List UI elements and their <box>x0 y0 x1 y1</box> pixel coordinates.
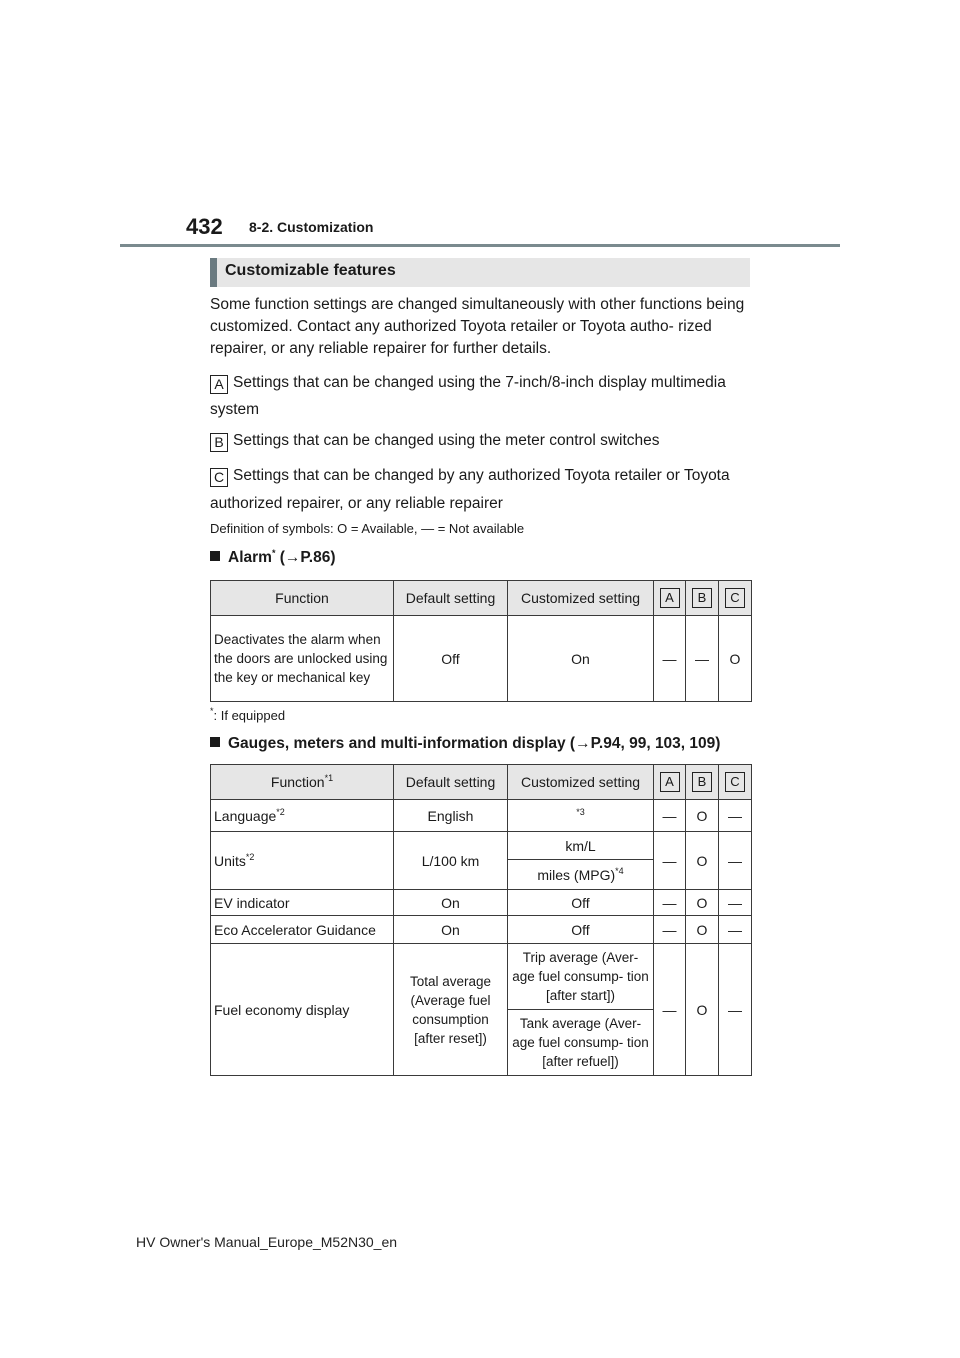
section-title: Customizable features <box>225 262 396 279</box>
legend-c <box>210 465 730 487</box>
legend-a-text: Settings that can be changed using the 7-inch/8-inch display multimedia <box>233 374 726 391</box>
gauges-table <box>210 764 752 1076</box>
page-footer: HV Owner's Manual_Europe_M52N30_en <box>136 1234 398 1250</box>
col-function: Function <box>211 581 394 616</box>
bullet-square <box>210 737 220 747</box>
legend-a-cont: system <box>210 401 260 418</box>
page-number: 432 <box>186 214 223 239</box>
legend-b <box>210 430 660 452</box>
col-b: B <box>686 581 719 616</box>
table-row: Fuel economy display Total average (Average fuel consumption [after reset]) Trip average (Aver- age fuel consump- tion [after start]) — O — <box>211 944 752 1010</box>
table-row: Language$^{*2}$ English $^{*3}$ — O — <box>211 800 752 832</box>
col-default: Default setting <box>394 581 508 616</box>
col-default: Default setting <box>394 765 508 800</box>
col-b: B <box>686 765 719 800</box>
legend-b-text: Settings that can be changed using the meter control switches <box>233 432 660 449</box>
col-a: A <box>654 765 686 800</box>
legend-c-cont: authorized repairer, or any reliable repairer <box>210 495 503 512</box>
intro-paragraph: Some function settings are changed simultaneously with other functions being customized. Contact any authorized Toyota retailer or Toyota autho- rized repairer, or any reliable repairer for further details. <box>210 296 745 357</box>
legend-c-text: Settings that can be changed by any authorized Toyota retailer or Toyota <box>233 467 730 484</box>
table-row: Eco Accelerator Guidance On Off — O — <box>211 916 752 944</box>
alarm-heading: Alarm* (→P.86) <box>210 549 335 567</box>
header-rule <box>120 244 840 247</box>
legend-a <box>210 372 726 394</box>
table-row: Tank average (Aver- age fuel consump- tion [after refuel]) <box>211 1010 752 1076</box>
col-customized: Customized setting <box>508 765 654 800</box>
bullet-square <box>210 551 220 561</box>
chapter-title: 8-2. Customization <box>249 219 374 235</box>
table-row: Deactivates the alarm when the doors are unlocked using the key or mechanical key Off On — — O <box>211 616 752 702</box>
table-row: miles (MPG)$^{*4}$ <box>211 860 752 890</box>
col-a: A <box>654 581 686 616</box>
alarm-footnote: *: If equipped <box>210 706 286 723</box>
alarm-table <box>210 580 752 702</box>
symbol-definition: Definition of symbols: O = Available, — = Not available <box>210 521 525 536</box>
letter-a-box: A <box>210 375 228 394</box>
table-row: EV indicator On Off — O — <box>211 890 752 916</box>
col-c: C <box>719 765 752 800</box>
gauges-heading: Gauges, meters and multi-information display (→P.94, 99, 103, 109) <box>210 735 720 753</box>
col-c: C <box>719 581 752 616</box>
col-customized: Customized setting <box>508 581 654 616</box>
table-row: Units$^{*2}$ L/100 km km/L — O — <box>211 832 752 860</box>
letter-c-box: C <box>210 468 228 487</box>
col-function: Function$^{*1}$ <box>211 765 394 800</box>
letter-b-box: B <box>210 433 228 452</box>
section-heading-bar <box>210 258 750 287</box>
